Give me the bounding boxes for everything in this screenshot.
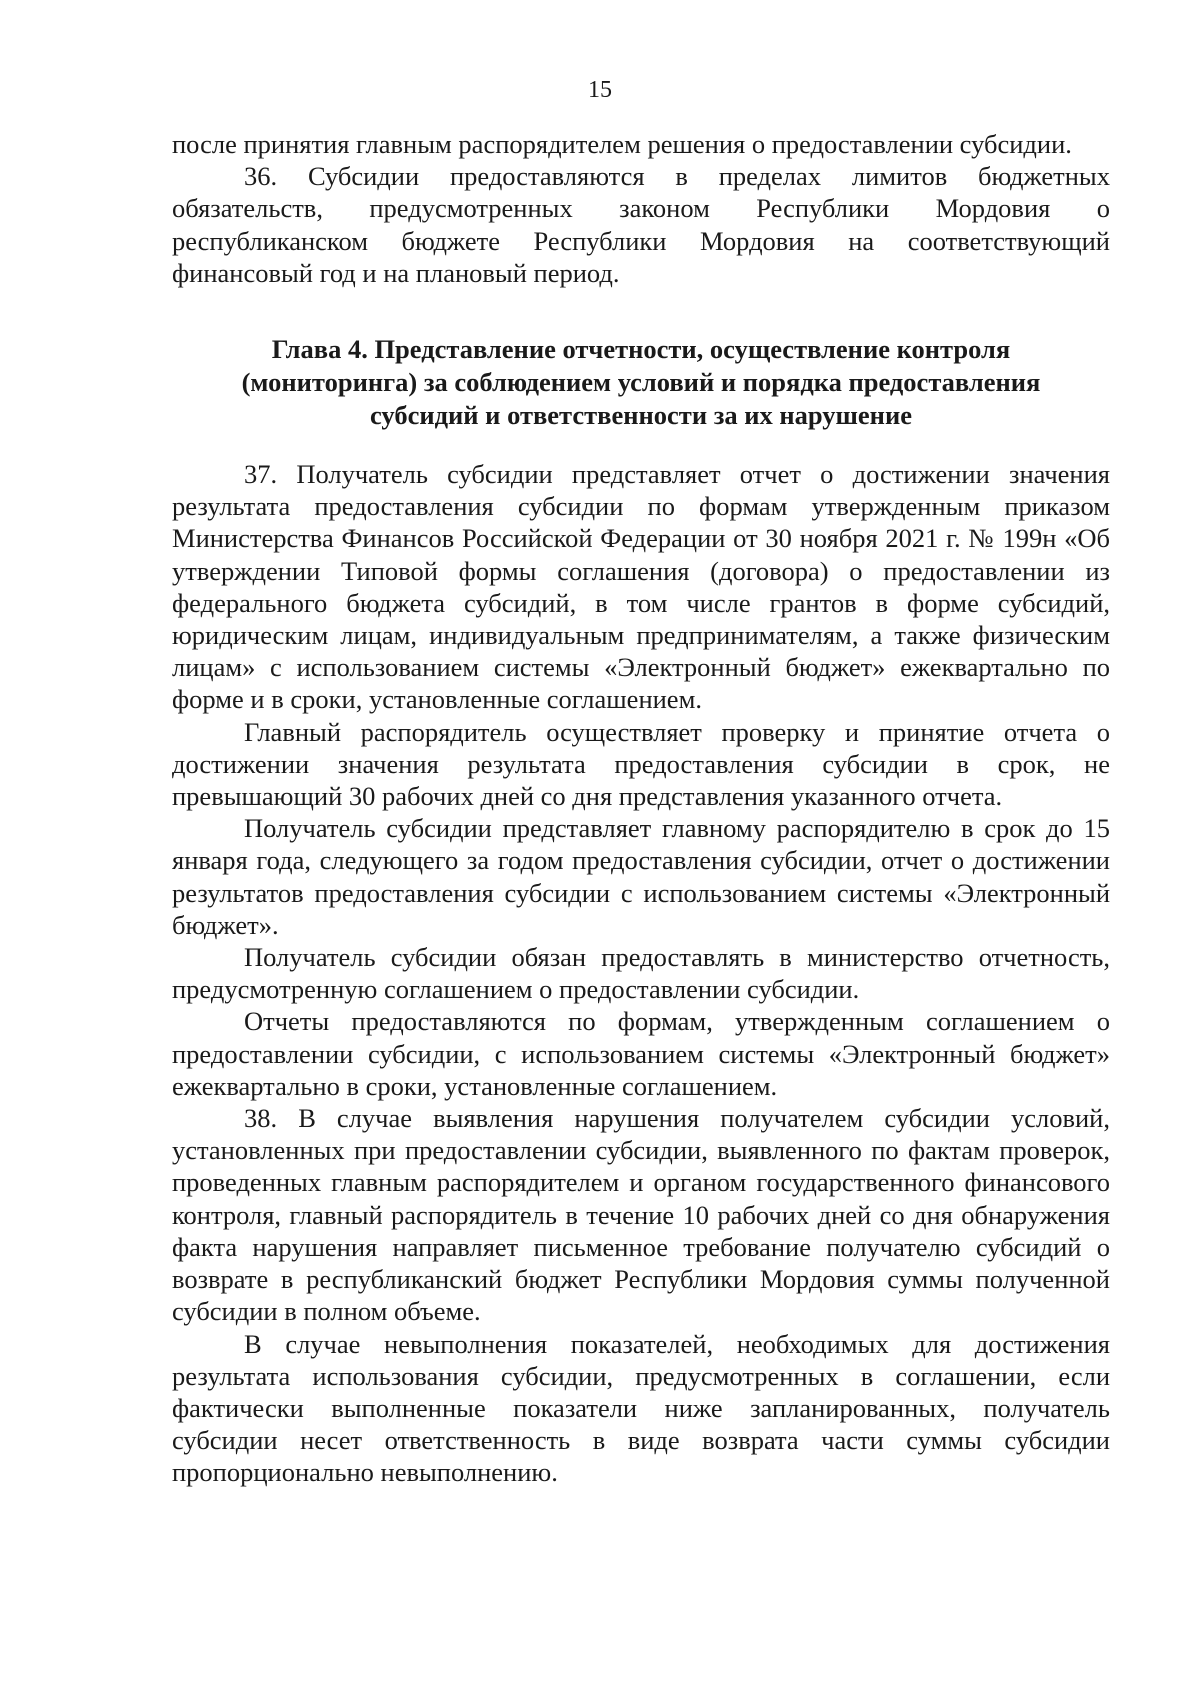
chapter-heading-line-3: субсидий и ответственности за их нарушение <box>370 400 912 431</box>
document-body <box>172 128 1110 1489</box>
paragraph-37-annual-report: Получатель субсидии представляет главному распорядителю в срок до 15 января года, следующего за годом предоставления субсидии, отчет о достижении результатов предоставления субсидии с использованием системы «Электронный бюджет». <box>172 813 1110 940</box>
paragraph-37-forms: Отчеты предоставляются по формам, утвержденным соглашением о предоставлении субсидии, с использованием системы «Электронный бюджет» ежеквартально в сроки, установленные соглашением. <box>172 1006 1110 1101</box>
chapter-heading-line-2: (мониторинга) за соблюдением условий и порядка предоставления <box>241 367 1041 398</box>
chapter-heading-line-1: Глава 4. Представление отчетности, осуществление контроля <box>271 334 1011 365</box>
page-number: 15 <box>588 77 612 103</box>
paragraph-37-check: Главный распорядитель осуществляет проверку и принятие отчета о достижении значения результата предоставления субсидии в срок, не превышающий 30 рабочих дней со дня представления указанного отчета. <box>172 716 1110 812</box>
paragraph-38: 38. В случае выявления нарушения получателем субсидии условий, установленных при предоставлении субсидии, выявленного по фактам проверок, проведенных главным распорядителем и органом государственного финансового контроля, главный распорядитель в течение 10 рабочих дней со дня обнаружения факта нарушения направляет письменное требование получателю субсидий о возврате в республиканский бюджет Республики Мордовия суммы полученной субсидии в полном объеме. <box>172 1103 1110 1327</box>
paragraph-38-failure: В случае невыполнения показателей, необходимых для достижения результата использования субсидии, предусмотренных в соглашении, если фактически выполненные показатели ниже запланированных, получатель субсидии несет ответственность в виде возврата части суммы субсидии пропорционально невыполнению. <box>172 1328 1110 1488</box>
paragraph-36: 36. Субсидии предоставляются в пределах лимитов бюджетных обязательств, предусмотренных законом Республики Мордовия о республиканском бюджете Республики Мордовия на соответствующий финансовый год и на плановый период. <box>172 161 1110 288</box>
paragraph-continuation: после принятия главным распорядителем решения о предоставлении субсидии. <box>172 129 1072 159</box>
chapter-heading <box>172 333 1110 432</box>
paragraph-37-reporting: Получатель субсидии обязан предоставлять в министерство отчетность, предусмотренную соглашением о предоставлении субсидии. <box>172 942 1110 1005</box>
paragraph-37: 37. Получатель субсидии представляет отчет о достижении значения результата предоставления субсидии по формам утвержденным приказом Министерства Финансов Российской Федерации от 30 ноября 2021 г. № 199н «Об утверждении Типовой формы соглашения (договора) о предоставлении из федерального бюджета субсидий, в том числе грантов в форме субсидий, юридическим лицам, индивидуальным предпринимателям, а также физическим лицам» с использованием системы «Электронный бюджет» ежеквартально по форме и в сроки, установленные соглашением. <box>172 459 1110 715</box>
